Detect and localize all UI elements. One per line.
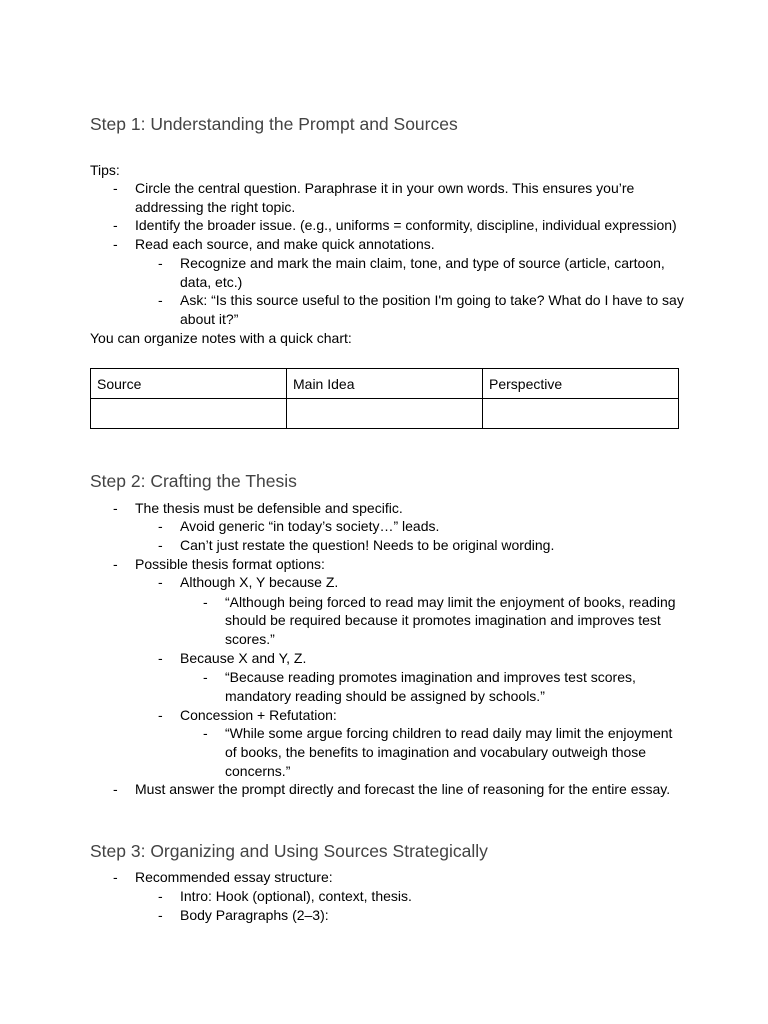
tip-2: Identify the broader issue. (e.g., uniforms = conformity, discipline, individual expression)	[135, 217, 677, 233]
thesis-option-3-example-line-3: concerns.”	[225, 763, 291, 779]
tip-3-sub-1-line-1: Recognize and mark the main claim, tone, and type of source (article, cartoon,	[180, 255, 665, 271]
thesis-option-1-example-line-2: should be required because it promotes imagination and improves test	[225, 612, 661, 628]
bullet-dash: -	[113, 180, 118, 196]
bullet-dash: -	[203, 669, 208, 685]
bullet-dash: -	[113, 500, 118, 516]
bullet-dash: -	[113, 217, 118, 233]
bullet-dash: -	[158, 518, 163, 534]
bullet-dash: -	[158, 907, 163, 923]
thesis-option-3-example-line-2: of books, the benefits to imagination and vocabulary outweigh those	[225, 744, 647, 760]
bullet-dash: -	[158, 707, 163, 723]
thesis-option-3: Concession + Refutation:	[180, 707, 337, 723]
thesis-option-1-example-line-1: “Although being forced to read may limit the enjoyment of books, reading	[225, 594, 676, 610]
structure-sub-1: Intro: Hook (optional), context, thesis.	[180, 888, 412, 904]
table-cell	[287, 399, 483, 429]
bullet-dash: -	[113, 781, 118, 797]
bullet-dash: -	[203, 594, 208, 610]
thesis-option-2: Because X and Y, Z.	[180, 650, 307, 666]
tip-3-sub-1-line-2: data, etc.)	[180, 274, 243, 290]
table-header-cell: Source	[91, 369, 287, 399]
bullet-dash: -	[158, 650, 163, 666]
chart-intro: You can organize notes with a quick chart:	[90, 330, 352, 346]
thesis-option-3-example-line-1: “While some argue forcing children to read daily may limit the enjoyment	[225, 725, 673, 741]
table-header-cell: Main Idea	[287, 369, 483, 399]
table-cell	[91, 399, 287, 429]
thesis-bullet-3: Must answer the prompt directly and forecast the line of reasoning for the entire essay.	[135, 781, 671, 797]
structure-bullet: Recommended essay structure:	[135, 869, 333, 885]
tips-label: Tips:	[90, 162, 120, 178]
table-row	[91, 399, 679, 429]
tip-3-sub-2-line-1: Ask: “Is this source useful to the position I'm going to take? What do I have to say	[180, 292, 684, 308]
bullet-dash: -	[158, 292, 163, 308]
bullet-dash: -	[158, 255, 163, 271]
thesis-bullet-1: The thesis must be defensible and specific.	[135, 500, 403, 516]
step1-heading: Step 1: Understanding the Prompt and Sources	[90, 114, 458, 134]
structure-sub-2: Body Paragraphs (2–3):	[180, 907, 329, 923]
bullet-dash: -	[203, 725, 208, 741]
bullet-dash: -	[113, 556, 118, 572]
bullet-dash: -	[113, 236, 118, 252]
bullet-dash: -	[158, 537, 163, 553]
thesis-bullet-1-sub-1: Avoid generic “in today’s society…” leads.	[180, 518, 440, 534]
notes-table	[90, 368, 679, 429]
tip-3: Read each source, and make quick annotations.	[135, 236, 435, 252]
bullet-dash: -	[158, 888, 163, 904]
thesis-bullet-1-sub-2: Can’t just restate the question! Needs to be original wording.	[180, 537, 555, 553]
thesis-option-1: Although X, Y because Z.	[180, 574, 339, 590]
tip-1-line-1: Circle the central question. Paraphrase it in your own words. This ensures you’re	[135, 180, 635, 196]
thesis-option-1-example-line-3: scores.”	[225, 631, 275, 647]
tip-1-line-2: addressing the right topic.	[135, 199, 296, 215]
table-header-cell: Perspective	[483, 369, 679, 399]
table-header-row	[91, 369, 679, 399]
bullet-dash: -	[158, 574, 163, 590]
table-cell	[483, 399, 679, 429]
thesis-option-2-example-line-2: mandatory reading should be assigned by schools.”	[225, 688, 545, 704]
bullet-dash: -	[113, 869, 118, 885]
step3-heading: Step 3: Organizing and Using Sources Strategically	[90, 841, 488, 861]
step2-heading: Step 2: Crafting the Thesis	[90, 471, 297, 491]
thesis-bullet-2: Possible thesis format options:	[135, 556, 325, 572]
tip-3-sub-2-line-2: about it?”	[180, 311, 239, 327]
thesis-option-2-example-line-1: “Because reading promotes imagination and improves test scores,	[225, 669, 636, 685]
